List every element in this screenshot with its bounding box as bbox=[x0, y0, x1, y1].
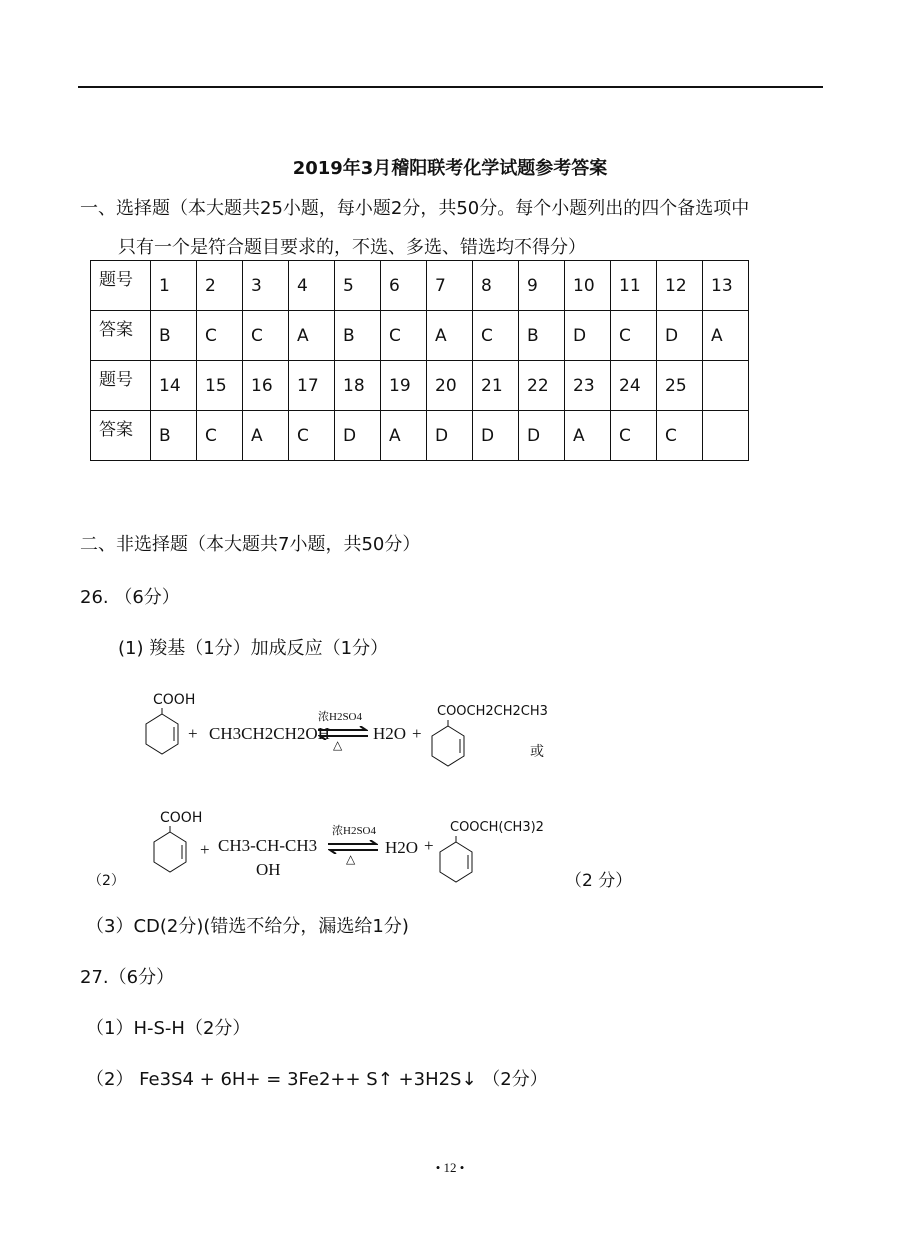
question-number-cell: 24 bbox=[611, 361, 657, 411]
question-number-cell: 23 bbox=[565, 361, 611, 411]
answer-cell: C bbox=[197, 311, 243, 361]
question-number-cell: 25 bbox=[657, 361, 703, 411]
q27-heading: 27.（6分） bbox=[80, 967, 175, 988]
question-number-cell: 12 bbox=[657, 261, 703, 311]
cooh-label: COOH bbox=[153, 692, 196, 708]
answer-cell: C bbox=[381, 311, 427, 361]
answer-cell: C bbox=[657, 411, 703, 461]
ester-label: COOCH(CH3)2 bbox=[450, 820, 544, 835]
question-label: 题号 bbox=[91, 361, 151, 411]
answer-cell: B bbox=[151, 311, 197, 361]
or-label: 或 bbox=[530, 744, 544, 760]
cooh-label: COOH bbox=[160, 810, 203, 826]
plus-sign: + bbox=[188, 724, 198, 743]
answer-label: 答案 bbox=[91, 311, 151, 361]
q27-part2: （2） Fe3S4 + 6H+ = 3Fe2++ S↑ +3H2S↓ （2分） bbox=[86, 1069, 548, 1090]
benzene-ring-icon bbox=[150, 826, 190, 874]
question-number-cell: 1 bbox=[151, 261, 197, 311]
question-number-cell: 8 bbox=[473, 261, 519, 311]
benzene-ring-icon bbox=[436, 836, 476, 884]
question-number-cell bbox=[703, 361, 749, 411]
question-label: 题号 bbox=[91, 261, 151, 311]
question-number-cell: 6 bbox=[381, 261, 427, 311]
answer-cell: B bbox=[519, 311, 565, 361]
question-number-cell: 9 bbox=[519, 261, 565, 311]
answer-cell: C bbox=[473, 311, 519, 361]
question-number-cell: 22 bbox=[519, 361, 565, 411]
answer-cell bbox=[703, 411, 749, 461]
benzene-ring-icon bbox=[142, 708, 182, 756]
section2-heading: 二、非选择题（本大题共7小题，共50分） bbox=[80, 534, 421, 555]
q26-part1: (1) 羧基（1分）加成反应（1分） bbox=[118, 638, 389, 659]
page-title: 2019年3月稽阳联考化学试题参考答案 bbox=[292, 158, 608, 179]
question-number-cell: 17 bbox=[289, 361, 335, 411]
answer-cell: D bbox=[427, 411, 473, 461]
plus-sign: + bbox=[412, 724, 422, 743]
part2-label: （2） bbox=[88, 873, 125, 889]
isopropanol-formula: CH3-CH-CH3 bbox=[218, 836, 318, 855]
condition-top: 浓H2SO4 bbox=[332, 825, 377, 837]
question-number-cell: 7 bbox=[427, 261, 473, 311]
q26-heading: 26. （6分） bbox=[80, 587, 180, 608]
plus-sign: + bbox=[424, 836, 434, 855]
question-number-cell: 15 bbox=[197, 361, 243, 411]
question-number-cell: 14 bbox=[151, 361, 197, 411]
answer-cell: A bbox=[703, 311, 749, 361]
answer-cell: C bbox=[197, 411, 243, 461]
answer-cell: A bbox=[565, 411, 611, 461]
q26-part3: （3）CD(2分)(错选不给分，漏选给1分) bbox=[86, 916, 409, 937]
question-number-cell: 10 bbox=[565, 261, 611, 311]
header-rule bbox=[78, 86, 823, 88]
question-number-cell: 11 bbox=[611, 261, 657, 311]
propanol-formula: CH3CH2CH2OH bbox=[209, 724, 330, 743]
water-formula: H2O bbox=[385, 838, 419, 857]
question-number-cell: 4 bbox=[289, 261, 335, 311]
question-number-cell: 16 bbox=[243, 361, 289, 411]
section1-instructions-line2: 只有一个是符合题目要求的，不选、多选、错选均不得分） bbox=[118, 237, 586, 258]
equilibrium-arrow-icon bbox=[318, 726, 368, 740]
plus-sign: + bbox=[200, 840, 210, 859]
answer-cell: C bbox=[289, 411, 335, 461]
answer-cell: A bbox=[289, 311, 335, 361]
answer-cell: D bbox=[473, 411, 519, 461]
question-number-cell: 21 bbox=[473, 361, 519, 411]
question-number-cell: 2 bbox=[197, 261, 243, 311]
benzene-ring-icon bbox=[428, 720, 468, 768]
question-number-cell: 18 bbox=[335, 361, 381, 411]
section1-instructions-line1: 一、选择题（本大题共25小题，每小题2分，共50分。每个小题列出的四个备选项中 bbox=[80, 198, 750, 219]
answer-cell: A bbox=[381, 411, 427, 461]
answer-cell: D bbox=[565, 311, 611, 361]
water-formula: H2O bbox=[373, 724, 407, 743]
answer-cell: C bbox=[611, 311, 657, 361]
answer-cell: D bbox=[657, 311, 703, 361]
answer-label: 答案 bbox=[91, 411, 151, 461]
condition-bottom: △ bbox=[346, 852, 356, 866]
ester-label: COOCH2CH2CH3 bbox=[437, 704, 548, 719]
answer-cell: A bbox=[243, 411, 289, 461]
question-number-cell: 20 bbox=[427, 361, 473, 411]
answer-table bbox=[90, 260, 749, 461]
hydroxyl-label: OH bbox=[256, 860, 281, 879]
answer-cell: B bbox=[151, 411, 197, 461]
answer-cell: D bbox=[519, 411, 565, 461]
question-number-cell: 5 bbox=[335, 261, 381, 311]
condition-top: 浓H2SO4 bbox=[318, 711, 363, 723]
answer-cell: C bbox=[611, 411, 657, 461]
question-number-cell: 19 bbox=[381, 361, 427, 411]
answer-cell: A bbox=[427, 311, 473, 361]
answer-cell: B bbox=[335, 311, 381, 361]
answer-cell: D bbox=[335, 411, 381, 461]
answer-cell: C bbox=[243, 311, 289, 361]
condition-bottom: △ bbox=[333, 738, 343, 752]
question-number-cell: 13 bbox=[703, 261, 749, 311]
part2-score: （2 分） bbox=[565, 871, 633, 891]
q27-part1: （1）H-S-H（2分） bbox=[86, 1018, 251, 1039]
question-number-cell: 3 bbox=[243, 261, 289, 311]
page-number: • 12 • bbox=[435, 1160, 465, 1175]
